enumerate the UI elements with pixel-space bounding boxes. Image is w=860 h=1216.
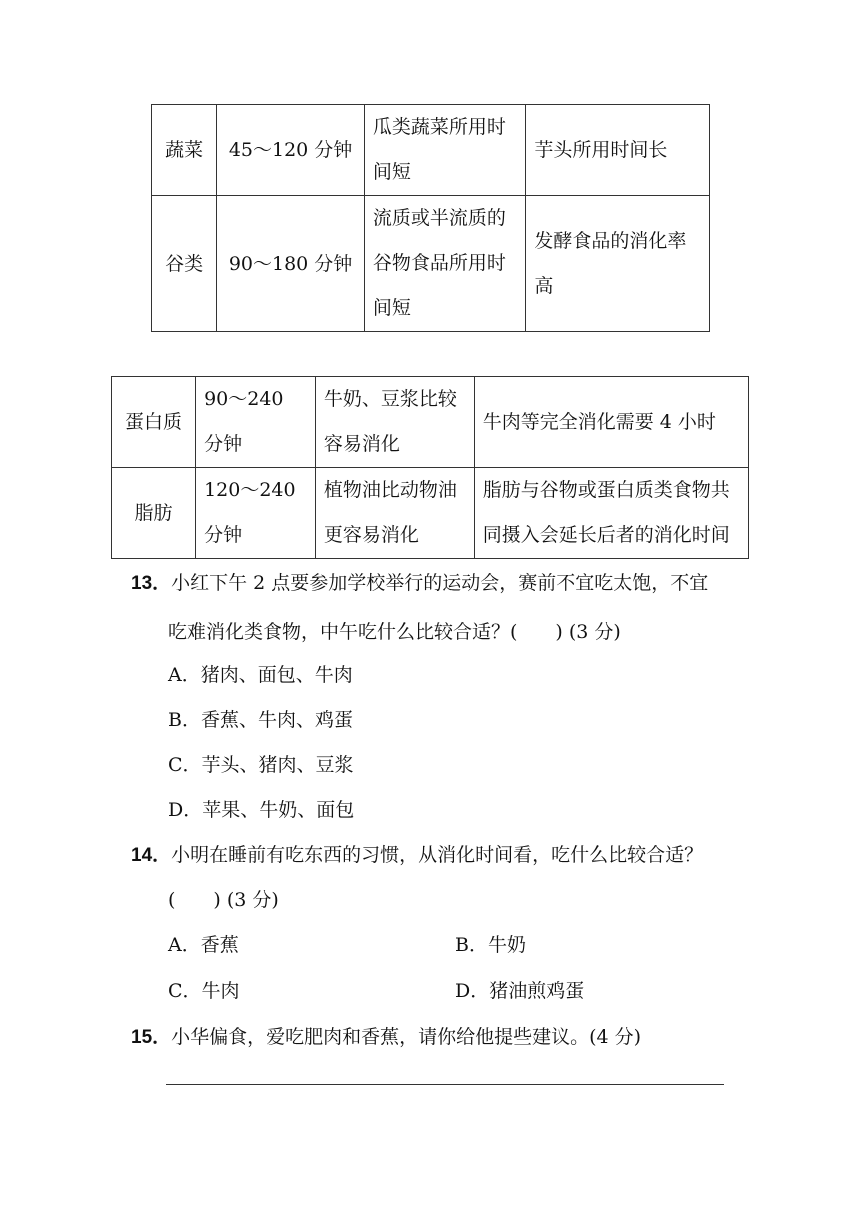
question-13-line2: 吃难消化类食物，中午吃什么比较合适？( ) (3 分) — [168, 621, 621, 643]
time-cell: 45～120 分钟 — [217, 105, 365, 196]
long-note-cell: 芋头所用时间长 — [526, 105, 710, 196]
time-cell: 90～180 分钟 — [217, 196, 365, 332]
question-14-line2: ( ) (3 分) — [168, 889, 279, 911]
long-note-cell: 脂肪与谷物或蛋白质类食物共同摄入会延长后者的消化时间 — [474, 468, 748, 559]
question-number: 15． — [131, 1027, 172, 1048]
food-cell: 蛋白质 — [112, 377, 196, 468]
option-c: C．牛肉 — [168, 980, 240, 1002]
table-row — [112, 377, 749, 468]
question-15-line1 — [131, 1022, 641, 1049]
time-cell: 120～240 分钟 — [196, 468, 316, 559]
short-note-cell: 植物油比动物油更容易消化 — [315, 468, 474, 559]
question-13-line1 — [131, 568, 708, 595]
answer-line[interactable] — [166, 1084, 724, 1085]
table-row — [152, 105, 710, 196]
food-cell: 脂肪 — [112, 468, 196, 559]
food-cell: 蔬菜 — [152, 105, 217, 196]
digestion-table-part1 — [151, 104, 710, 332]
question-14-line1 — [131, 840, 703, 867]
option-d: D．苹果、牛奶、面包 — [168, 799, 355, 821]
long-note-cell: 发酵食品的消化率高 — [526, 196, 710, 332]
table-row — [152, 196, 710, 332]
option-b: B．香蕉、牛肉、鸡蛋 — [168, 709, 353, 731]
food-cell: 谷类 — [152, 196, 217, 332]
option-b: B．牛奶 — [455, 934, 526, 956]
question-text: 小明在睡前有吃东西的习惯，从消化时间看，吃什么比较合适？ — [171, 844, 704, 866]
question-number: 13． — [131, 573, 172, 594]
option-c: C．芋头、猪肉、豆浆 — [168, 754, 354, 776]
option-a: A．猪肉、面包、牛肉 — [168, 664, 353, 686]
short-note-cell: 流质或半流质的谷物食品所用时间短 — [364, 196, 525, 332]
time-cell: 90～240 分钟 — [196, 377, 316, 468]
question-number: 14． — [131, 845, 172, 866]
option-a: A．香蕉 — [168, 934, 239, 956]
digestion-table-part2 — [111, 376, 749, 559]
table-row — [112, 468, 749, 559]
short-note-cell: 瓜类蔬菜所用时间短 — [364, 105, 525, 196]
question-text: 小红下午 2 点要参加学校举行的运动会，赛前不宜吃太饱，不宜 — [171, 572, 709, 594]
question-text: 小华偏食，爱吃肥肉和香蕉，请你给他提些建议。(4 分) — [171, 1026, 642, 1048]
option-d: D．猪油煎鸡蛋 — [455, 980, 585, 1002]
short-note-cell: 牛奶、豆浆比较容易消化 — [315, 377, 474, 468]
long-note-cell: 牛肉等完全消化需要 4 小时 — [474, 377, 748, 468]
